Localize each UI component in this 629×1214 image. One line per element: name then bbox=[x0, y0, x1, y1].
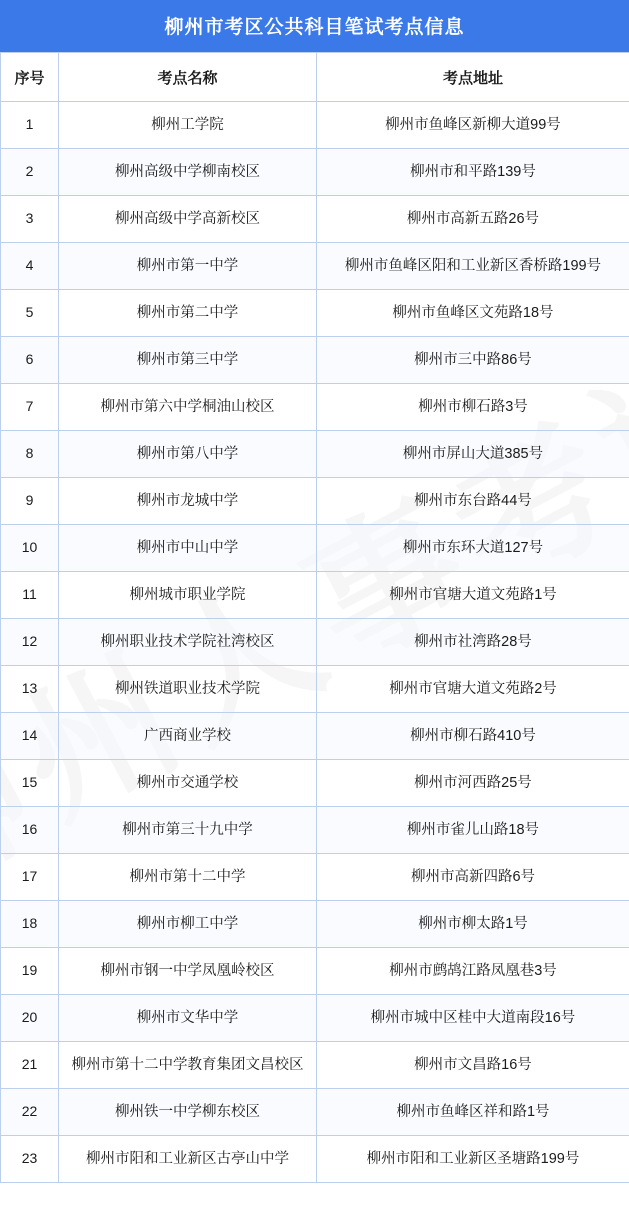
cell-site-address: 柳州市河西路25号 bbox=[317, 760, 629, 807]
cell-site-address: 柳州市阳和工业新区圣塘路199号 bbox=[317, 1136, 629, 1183]
table-row bbox=[1, 572, 629, 619]
table-header-row bbox=[1, 53, 629, 102]
table-row bbox=[1, 1042, 629, 1089]
cell-site-address: 柳州市雀儿山路18号 bbox=[317, 807, 629, 854]
cell-index: 4 bbox=[1, 243, 59, 290]
cell-index: 16 bbox=[1, 807, 59, 854]
cell-site-name: 柳州市阳和工业新区古亭山中学 bbox=[59, 1136, 317, 1183]
column-header-site-address: 考点地址 bbox=[317, 53, 629, 102]
cell-site-address: 柳州市官塘大道文苑路1号 bbox=[317, 572, 629, 619]
table-row bbox=[1, 760, 629, 807]
cell-site-name: 柳州市第六中学桐油山校区 bbox=[59, 384, 317, 431]
cell-site-name: 柳州市第二中学 bbox=[59, 290, 317, 337]
column-header-index: 序号 bbox=[1, 53, 59, 102]
table-row bbox=[1, 666, 629, 713]
cell-index: 15 bbox=[1, 760, 59, 807]
table-row bbox=[1, 619, 629, 666]
table-row bbox=[1, 337, 629, 384]
cell-site-name: 柳州市第八中学 bbox=[59, 431, 317, 478]
cell-site-address: 柳州市高新五路26号 bbox=[317, 196, 629, 243]
cell-site-address: 柳州市鱼峰区祥和路1号 bbox=[317, 1089, 629, 1136]
cell-index: 7 bbox=[1, 384, 59, 431]
cell-index: 9 bbox=[1, 478, 59, 525]
cell-site-name: 柳州铁一中学柳东校区 bbox=[59, 1089, 317, 1136]
cell-index: 17 bbox=[1, 854, 59, 901]
table-row bbox=[1, 854, 629, 901]
cell-index: 13 bbox=[1, 666, 59, 713]
cell-index: 11 bbox=[1, 572, 59, 619]
cell-site-name: 柳州市交通学校 bbox=[59, 760, 317, 807]
cell-site-address: 柳州市和平路139号 bbox=[317, 149, 629, 196]
table-row bbox=[1, 102, 629, 149]
cell-index: 6 bbox=[1, 337, 59, 384]
cell-site-address: 柳州市三中路86号 bbox=[317, 337, 629, 384]
table-row bbox=[1, 1089, 629, 1136]
cell-index: 20 bbox=[1, 995, 59, 1042]
exam-site-table bbox=[0, 52, 629, 1183]
table-row bbox=[1, 713, 629, 760]
cell-site-name: 柳州铁道职业技术学院 bbox=[59, 666, 317, 713]
table-row bbox=[1, 995, 629, 1042]
cell-index: 18 bbox=[1, 901, 59, 948]
cell-index: 8 bbox=[1, 431, 59, 478]
cell-index: 12 bbox=[1, 619, 59, 666]
cell-site-address: 柳州市鱼峰区阳和工业新区香桥路199号 bbox=[317, 243, 629, 290]
cell-site-address: 柳州市柳太路1号 bbox=[317, 901, 629, 948]
table-row bbox=[1, 243, 629, 290]
table-row bbox=[1, 1136, 629, 1183]
cell-index: 14 bbox=[1, 713, 59, 760]
page-title: 柳州市考区公共科目笔试考点信息 bbox=[0, 0, 629, 52]
cell-site-name: 柳州市第十二中学教育集团文昌校区 bbox=[59, 1042, 317, 1089]
cell-site-name: 柳州职业技术学院社湾校区 bbox=[59, 619, 317, 666]
cell-site-name: 柳州市第一中学 bbox=[59, 243, 317, 290]
table-row bbox=[1, 384, 629, 431]
cell-index: 3 bbox=[1, 196, 59, 243]
cell-index: 2 bbox=[1, 149, 59, 196]
cell-index: 1 bbox=[1, 102, 59, 149]
table-row bbox=[1, 149, 629, 196]
cell-site-address: 柳州市柳石路3号 bbox=[317, 384, 629, 431]
table-row bbox=[1, 431, 629, 478]
cell-site-address: 柳州市柳石路410号 bbox=[317, 713, 629, 760]
cell-index: 23 bbox=[1, 1136, 59, 1183]
cell-site-name: 柳州市龙城中学 bbox=[59, 478, 317, 525]
table-row bbox=[1, 807, 629, 854]
cell-index: 19 bbox=[1, 948, 59, 995]
cell-site-name: 柳州工学院 bbox=[59, 102, 317, 149]
cell-index: 21 bbox=[1, 1042, 59, 1089]
cell-site-name: 广西商业学校 bbox=[59, 713, 317, 760]
cell-index: 5 bbox=[1, 290, 59, 337]
table-body bbox=[1, 102, 629, 1183]
cell-site-name: 柳州市第三中学 bbox=[59, 337, 317, 384]
cell-site-address: 柳州市屏山大道385号 bbox=[317, 431, 629, 478]
cell-site-address: 柳州市鱼峰区新柳大道99号 bbox=[317, 102, 629, 149]
cell-index: 22 bbox=[1, 1089, 59, 1136]
cell-site-address: 柳州市东环大道127号 bbox=[317, 525, 629, 572]
cell-site-name: 柳州城市职业学院 bbox=[59, 572, 317, 619]
table-row bbox=[1, 948, 629, 995]
cell-site-name: 柳州市文华中学 bbox=[59, 995, 317, 1042]
table-row bbox=[1, 290, 629, 337]
cell-site-address: 柳州市社湾路28号 bbox=[317, 619, 629, 666]
cell-site-address: 柳州市东台路44号 bbox=[317, 478, 629, 525]
cell-site-address: 柳州市鱼峰区文苑路18号 bbox=[317, 290, 629, 337]
cell-index: 10 bbox=[1, 525, 59, 572]
table-row bbox=[1, 525, 629, 572]
cell-site-name: 柳州高级中学高新校区 bbox=[59, 196, 317, 243]
table-row bbox=[1, 901, 629, 948]
cell-site-name: 柳州高级中学柳南校区 bbox=[59, 149, 317, 196]
cell-site-address: 柳州市城中区桂中大道南段16号 bbox=[317, 995, 629, 1042]
column-header-site-name: 考点名称 bbox=[59, 53, 317, 102]
cell-site-address: 柳州市官塘大道文苑路2号 bbox=[317, 666, 629, 713]
table-row bbox=[1, 478, 629, 525]
cell-site-address: 柳州市高新四路6号 bbox=[317, 854, 629, 901]
cell-site-name: 柳州市中山中学 bbox=[59, 525, 317, 572]
cell-site-name: 柳州市钢一中学凤凰岭校区 bbox=[59, 948, 317, 995]
cell-site-address: 柳州市鹧鸪江路凤凰巷3号 bbox=[317, 948, 629, 995]
table-row bbox=[1, 196, 629, 243]
cell-site-address: 柳州市文昌路16号 bbox=[317, 1042, 629, 1089]
table-header bbox=[1, 53, 629, 102]
cell-site-name: 柳州市第十二中学 bbox=[59, 854, 317, 901]
cell-site-name: 柳州市第三十九中学 bbox=[59, 807, 317, 854]
cell-site-name: 柳州市柳工中学 bbox=[59, 901, 317, 948]
